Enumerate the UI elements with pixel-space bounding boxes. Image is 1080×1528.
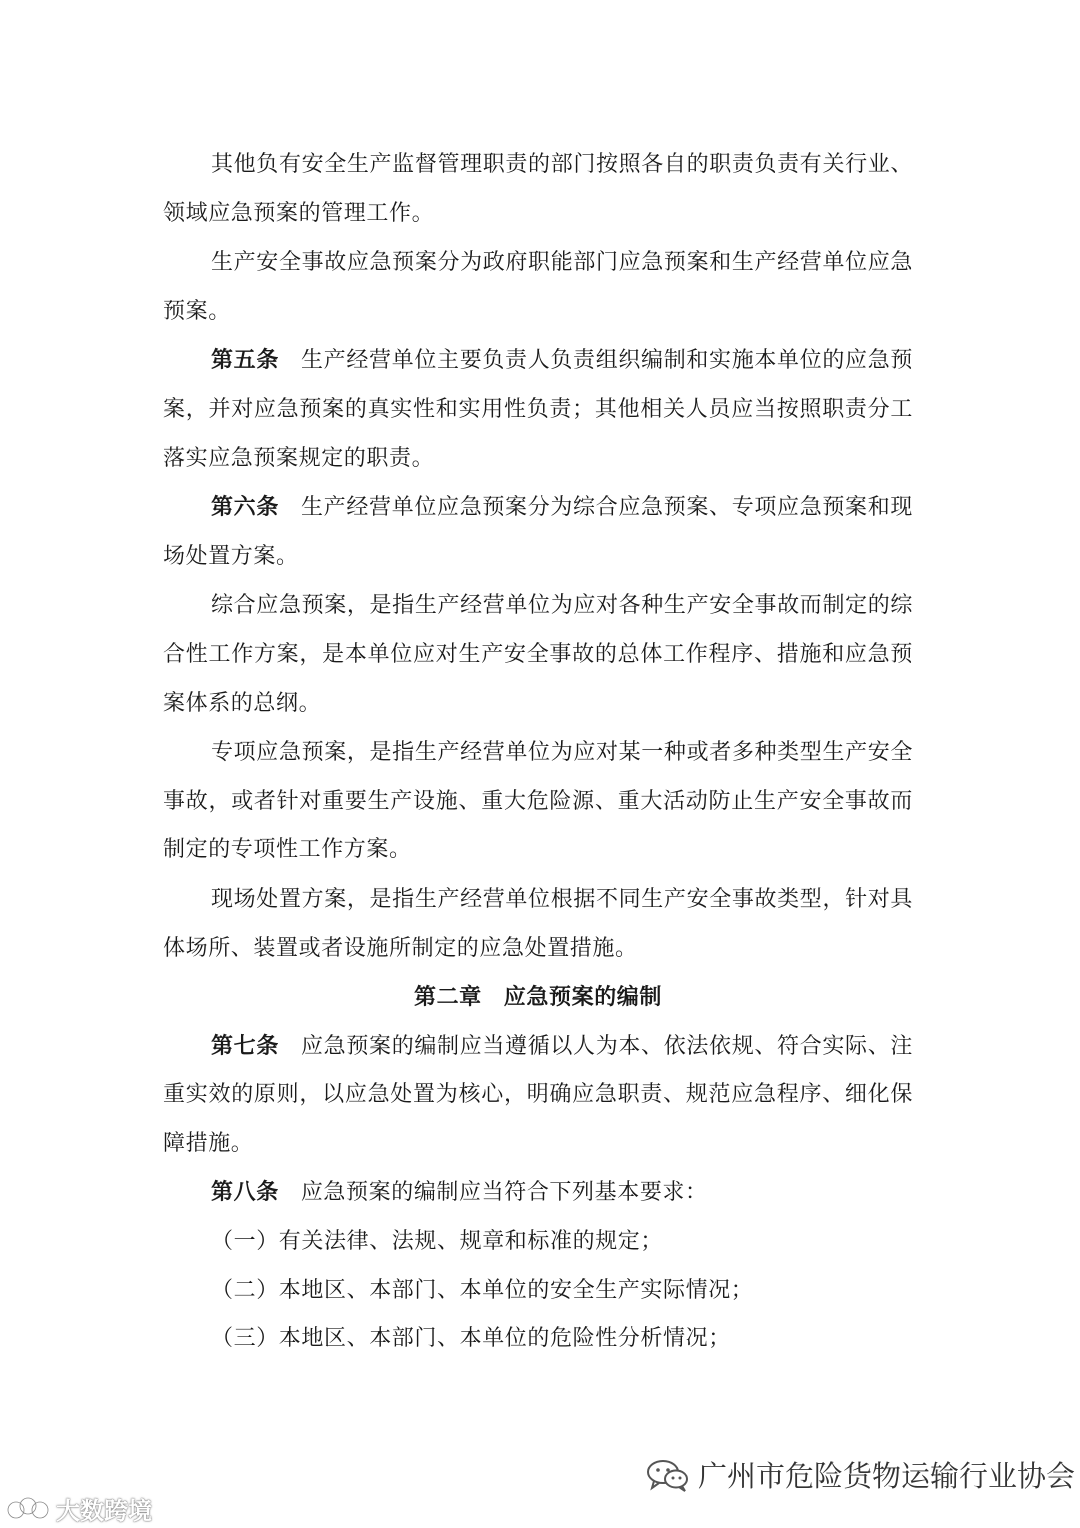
chapter-heading	[163, 973, 913, 1022]
paragraph	[163, 875, 913, 973]
article-number: 第五条	[211, 347, 280, 374]
paragraph	[163, 728, 913, 875]
paragraph-text: 专项应急预案，是指生产经营单位为应对某一种或者多种类型生产安全事故，或者针对重要生产设施、重大危险源、重大活动防止生产安全事故而制定的专项性工作方案。	[163, 740, 913, 863]
article-number: 第七条	[211, 1032, 280, 1059]
article-number: 第六条	[211, 494, 280, 521]
corner-watermark-text: 大数跨境	[56, 1497, 152, 1525]
article-number: 第八条	[211, 1179, 279, 1206]
paragraph	[163, 336, 913, 483]
paragraph-text: 应急预案的编制应当遵循以人为本、依法依规、符合实际、注重实效的原则，以应急处置为核心，明确应急职责、规范应急程序、细化保障措施。	[163, 1033, 913, 1156]
paragraph	[163, 1022, 913, 1169]
paragraph	[163, 140, 913, 238]
document-body	[163, 140, 913, 1364]
paragraph	[163, 238, 913, 336]
paragraph-text: 现场处置方案，是指生产经营单位根据不同生产安全事故类型，针对具体场所、装置或者设施所制定的应急处置措施。	[163, 886, 913, 961]
cloud-logo-icon	[6, 1496, 52, 1522]
paragraph-text: 生产经营单位应急预案分为综合应急预案、专项应急预案和现场处置方案。	[163, 495, 913, 569]
chapter-number: 第二章	[413, 984, 482, 1011]
paragraph-text: 生产经营单位主要负责人负责组织编制和实施本单位的应急预案，并对应急预案的真实性和实用性负责；其他相关人员应当按照职责分工落实应急预案规定的职责。	[163, 348, 913, 471]
paragraph-text: 应急预案的编制应当符合下列基本要求：	[300, 1180, 708, 1206]
paragraph-text: 其他负有安全生产监督管理职责的部门按照各自的职责负责有关行业、领域应急预案的管理工作。	[163, 152, 913, 226]
list-item: （一）有关法律、法规、规章和标准的规定；	[211, 1229, 664, 1255]
paragraph	[163, 581, 913, 728]
wechat-account-watermark	[646, 1454, 1075, 1495]
paragraph-text: 生产安全事故应急预案分为政府职能部门应急预案和生产经营单位应急预案。	[163, 250, 913, 324]
paragraph-text: 综合应急预案，是指生产经营单位为应对各种生产安全事故而制定的综合性工作方案，是本单位应对生产安全事故的总体工作程序、措施和应急预案体系的总纲。	[163, 593, 913, 716]
corner-watermark	[6, 1491, 152, 1526]
wechat-account-name: 广州市危险货物运输行业协会	[698, 1459, 1076, 1493]
list-item: （二）本地区、本部门、本单位的安全生产实际情况；	[211, 1277, 754, 1303]
paragraph	[163, 483, 913, 581]
paragraph	[163, 1168, 913, 1218]
list-item: （三）本地区、本部门、本单位的危险性分析情况；	[211, 1326, 731, 1352]
chapter-title: 应急预案的编制	[503, 984, 662, 1011]
wechat-icon	[646, 1458, 690, 1492]
